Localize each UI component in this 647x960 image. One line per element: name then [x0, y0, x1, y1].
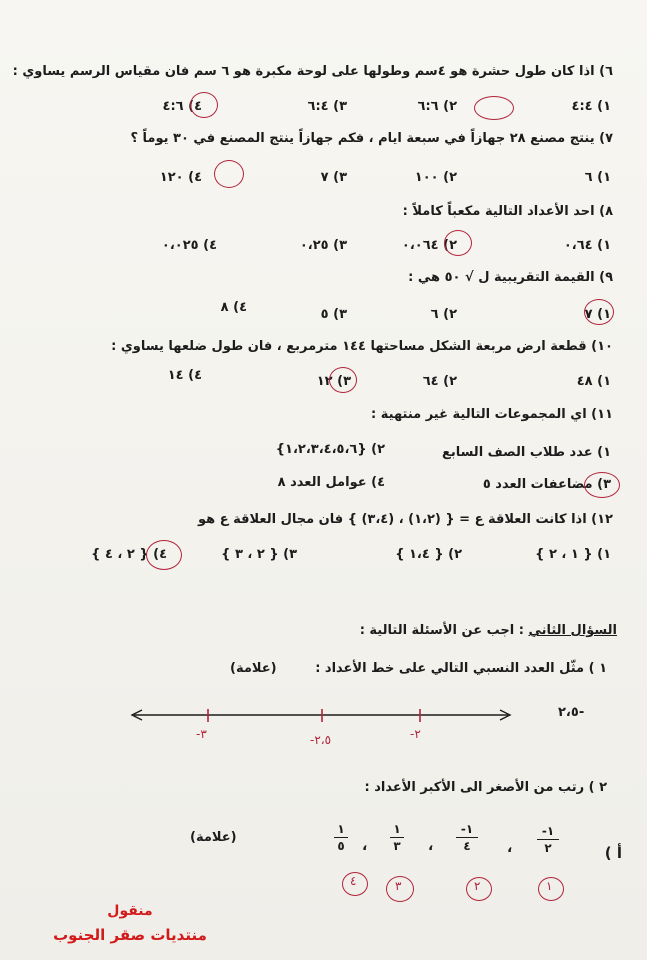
separator-comma: ، — [362, 838, 368, 854]
q10-option-2: ٢) ٦٤ — [422, 374, 457, 389]
fraction-3 — [382, 822, 412, 853]
s2-q1-mark: (علامة) — [230, 661, 277, 676]
q6-option-2: ٢) ٦:٦ — [417, 99, 457, 114]
q12-option-2: ٢) { ١،٤ } — [395, 547, 462, 562]
q12-option-4: ٤) { ٢ ، ٤ } — [91, 547, 167, 562]
section-2-instruction: : اجب عن الأسئلة التالية : — [359, 623, 524, 638]
fraction-4-numerator: ١ — [337, 822, 345, 836]
s2-q1-text: ١ ) مثّل العدد النسبي التالي على خط الأعداد : — [315, 661, 607, 676]
fraction-2 — [452, 822, 482, 853]
fraction-2-denominator: ٤ — [463, 839, 471, 853]
fraction-3-numerator: ١ — [393, 822, 401, 836]
q10-option-1: ١) ٤٨ — [576, 374, 611, 389]
fraction-1-bar — [537, 839, 559, 840]
question-8: ٨) احد الأعداد التالية مكعباً كاملاً : — [402, 204, 613, 219]
question-6: ٦) اذا كان طول حشرة هو ٤سم وطولها على لوحة مكبرة هو ٦ سم فان مقياس الرسم يساوي : — [12, 64, 613, 79]
rank-3: ٣ — [395, 879, 402, 893]
fraction-1 — [533, 824, 563, 855]
tick-label-minus-2-5: -٢،٥ — [310, 733, 332, 747]
fraction-2-bar — [456, 837, 478, 838]
q8-option-2: ٢) ٠،٠٦٤ — [401, 238, 457, 253]
fraction-3-bar — [390, 837, 404, 838]
fraction-1-numerator: -١ — [541, 824, 555, 838]
q12-option-3: ٣) { ٢ ، ٣ } — [221, 547, 297, 562]
rank-2: ٢ — [474, 879, 481, 893]
q11-option-1: ١) عدد طلاب الصف السابع — [441, 445, 611, 460]
q11-option-4: ٤) عوامل العدد ٨ — [277, 475, 385, 490]
question-10: ١٠) قطعة ارض مربعة الشكل مساحتها ١٤٤ مترمربع ، فان طول ضلعها يساوي : — [111, 339, 613, 354]
q9-option-2: ٢) ٦ — [430, 307, 457, 322]
fraction-4-bar — [334, 837, 348, 838]
credit-line-2: منتديات صقر الجنوب — [53, 926, 207, 944]
q8-option-3: ٣) ٠،٢٥ — [299, 238, 347, 253]
q7-option-3: ٣) ٧ — [320, 170, 347, 185]
fraction-4-denominator: ٥ — [337, 839, 345, 853]
q10-option-3: ٣) ١٢ — [316, 374, 351, 389]
q6-option-1: ١) ٤:٤ — [571, 99, 611, 114]
q9-option-4: ٤) ٨ — [220, 300, 247, 315]
fraction-3-denominator: ٣ — [393, 839, 401, 853]
q6-option-4: ٤) ٤:٦ — [162, 99, 202, 114]
q11-option-3: ٣) مضاعفات العدد ٥ — [482, 477, 611, 492]
q7-option-1: ١) ٦ — [584, 170, 611, 185]
s2-q1-number: -٢،٥ — [558, 705, 585, 720]
separator-comma: ، — [507, 840, 513, 856]
q9-option-1: ١) ٧ — [584, 307, 611, 322]
q10-option-4: ٤) ١٤ — [167, 368, 202, 383]
s2-q2-part: أ ) — [604, 844, 622, 862]
q6-option-3: ٣) ٦:٤ — [307, 99, 347, 114]
s2-q2-text: ٢ ) رتب من الأصغر الى الأكبر الأعداد : — [364, 780, 607, 795]
q8-option-1: ١) ٠،٦٤ — [563, 238, 611, 253]
question-9: ٩) القيمة التقريبية ل √ ٥٠ هي : — [408, 270, 613, 285]
rank-4: ٤ — [350, 874, 357, 888]
s2-q2-mark: (علامة) — [190, 830, 237, 845]
rank-1: ١ — [546, 879, 553, 893]
q7-option-2: ٢) ١٠٠ — [414, 170, 457, 185]
separator-comma: ، — [428, 838, 434, 854]
q9-option-3: ٣) ٥ — [320, 307, 347, 322]
question-7: ٧) ينتج مصنع ٢٨ جهازاً في سبعة ايام ، فكم جهازاً ينتج المصنع في ٣٠ يوماً ؟ — [130, 131, 613, 146]
fraction-4 — [326, 822, 356, 853]
tick-label-minus-3: -٣ — [196, 727, 207, 741]
q11-option-2: ٢) {١،٢،٣،٤،٥،٦} — [275, 442, 385, 457]
question-11: ١١) اي المجموعات التالية غير منتهية : — [371, 407, 613, 422]
q12-option-1: ١) { ١ ، ٢ } — [535, 547, 611, 562]
fraction-1-denominator: ٢ — [544, 841, 552, 855]
section-2-title: السؤال الثاني — [528, 623, 617, 638]
tick-label-minus-2: -٢ — [410, 727, 421, 741]
credit-line-1: منقول — [107, 903, 153, 919]
fraction-2-numerator: -١ — [460, 822, 474, 836]
question-12: ١٢) اذا كانت العلاقة ع = { (١،٢) ، (٣،٤) } فان مجال العلاقة ع هو — [198, 512, 613, 527]
q7-option-4: ٤) ١٢٠ — [159, 170, 202, 185]
q8-option-4: ٤) ٠،٠٢٥ — [161, 238, 217, 253]
